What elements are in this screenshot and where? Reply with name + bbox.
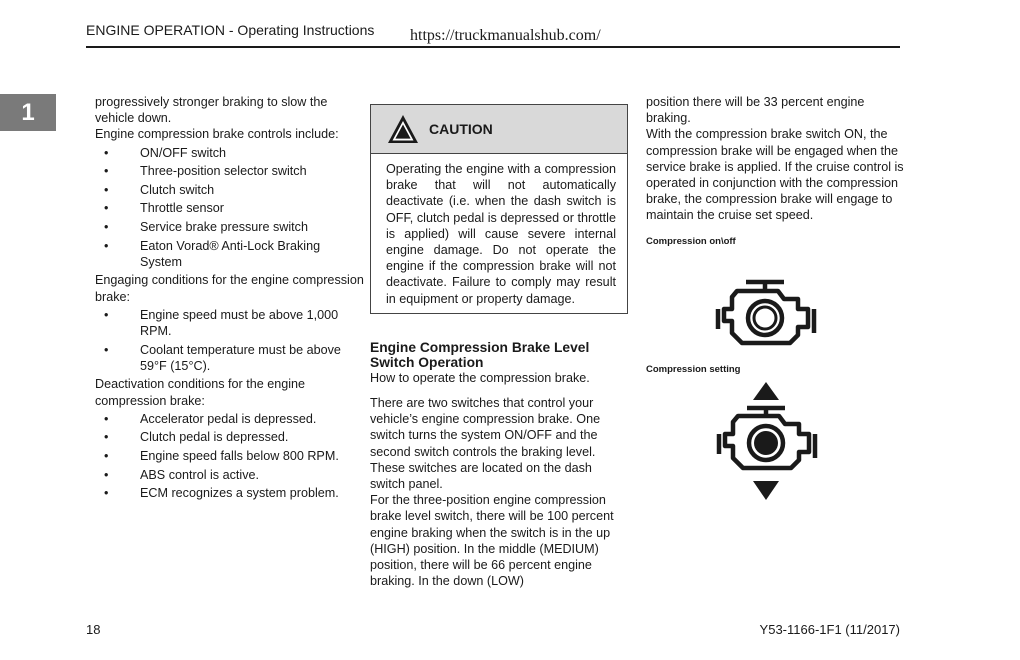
section-title: Engine Compression Brake Level Switch Operation [370, 339, 590, 370]
list-item: • ECM recognizes a system problem. [104, 486, 339, 501]
paragraph: For the three-position engine compression brake level switch, there will be 100 percent engine braking when the switch is in the up (HIGH) position. In the middle (MEDIUM) position, there will be 66 percent engine braking. In the down (LOW) [370, 493, 614, 589]
caution-label: CAUTION [429, 120, 493, 137]
caution-text: Operating the engine with a compression brake that will not automatically deactivate (i.e. when the dash switch is OFF, clutch pedal is depressed or throttle is applied) will cause severe internal engine damage. Do not operate the engine if the compression brake will not deactivate. Failure to comply may result in equipment or property damage. [386, 162, 616, 306]
list-item: • Three-position selector switch [104, 164, 307, 179]
arrow-up-icon [753, 382, 779, 400]
column-middle [370, 104, 628, 589]
warning-triangle-icon [387, 114, 419, 144]
arrow-down-icon [753, 481, 779, 500]
caution-box [370, 104, 628, 314]
header-divider [86, 46, 900, 48]
list-item: • ABS control is active. [104, 467, 259, 482]
engine-brake-setting-icon [714, 380, 818, 504]
controls-list [95, 145, 365, 270]
list-item: • ON/OFF switch [104, 145, 227, 160]
deactivation-list [95, 411, 365, 502]
paragraph: progressively stronger braking to slow the vehicle down. [95, 95, 328, 126]
column-right [646, 94, 908, 250]
paragraph: Engaging conditions for the engine compression brake: [95, 273, 364, 304]
figure-label-setting: Compression setting [646, 364, 741, 375]
list-item: • Coolant temperature must be above 59°F (15°C). [104, 342, 341, 373]
list-item: • Engine speed must be above 1,000 RPM. [104, 307, 339, 338]
chapter-tab: 1 [0, 94, 56, 131]
header-title: ENGINE OPERATION - Operating Instructions [86, 22, 375, 38]
engaging-list [95, 307, 365, 374]
paragraph: There are two switches that control your vehicle’s engine compression brake. One switch turns the system ON/OFF and the second switch controls the braking level. These switches are located on the dash switch panel. [370, 396, 601, 492]
header-url[interactable]: https://truckmanualshub.com/ [410, 27, 601, 44]
paragraph: Deactivation conditions for the engine compression brake: [95, 377, 306, 408]
paragraph: position there will be 33 percent engine braking. [646, 95, 865, 126]
paragraph: Engine compression brake controls include: [95, 127, 339, 142]
list-item: • Accelerator pedal is depressed. [104, 411, 317, 426]
list-item: • Clutch pedal is depressed. [104, 430, 289, 445]
list-item: • Eaton Vorad® Anti-Lock Braking System [104, 238, 321, 269]
list-item: • Clutch switch [104, 182, 215, 197]
document-code: Y53-1166-1F1 (11/2017) [759, 622, 900, 637]
paragraph: With the compression brake switch ON, the compression brake will be engaged when the service brake is applied. If the cruise control is operated in conjunction with the compression brake, the compression brake will engage to maintain the cruise set speed. [646, 127, 904, 223]
column-left [95, 94, 365, 504]
figure-label-onoff: Compression on\off [646, 235, 736, 247]
paragraph: How to operate the compression brake. [370, 370, 590, 385]
list-item: • Service brake pressure switch [104, 219, 308, 234]
list-item: • Engine speed falls below 800 RPM. [104, 448, 339, 463]
list-item: • Throttle sensor [104, 201, 224, 216]
caution-header [371, 105, 627, 154]
page-number: 18 [86, 622, 101, 637]
engine-brake-onoff-icon [714, 279, 818, 349]
